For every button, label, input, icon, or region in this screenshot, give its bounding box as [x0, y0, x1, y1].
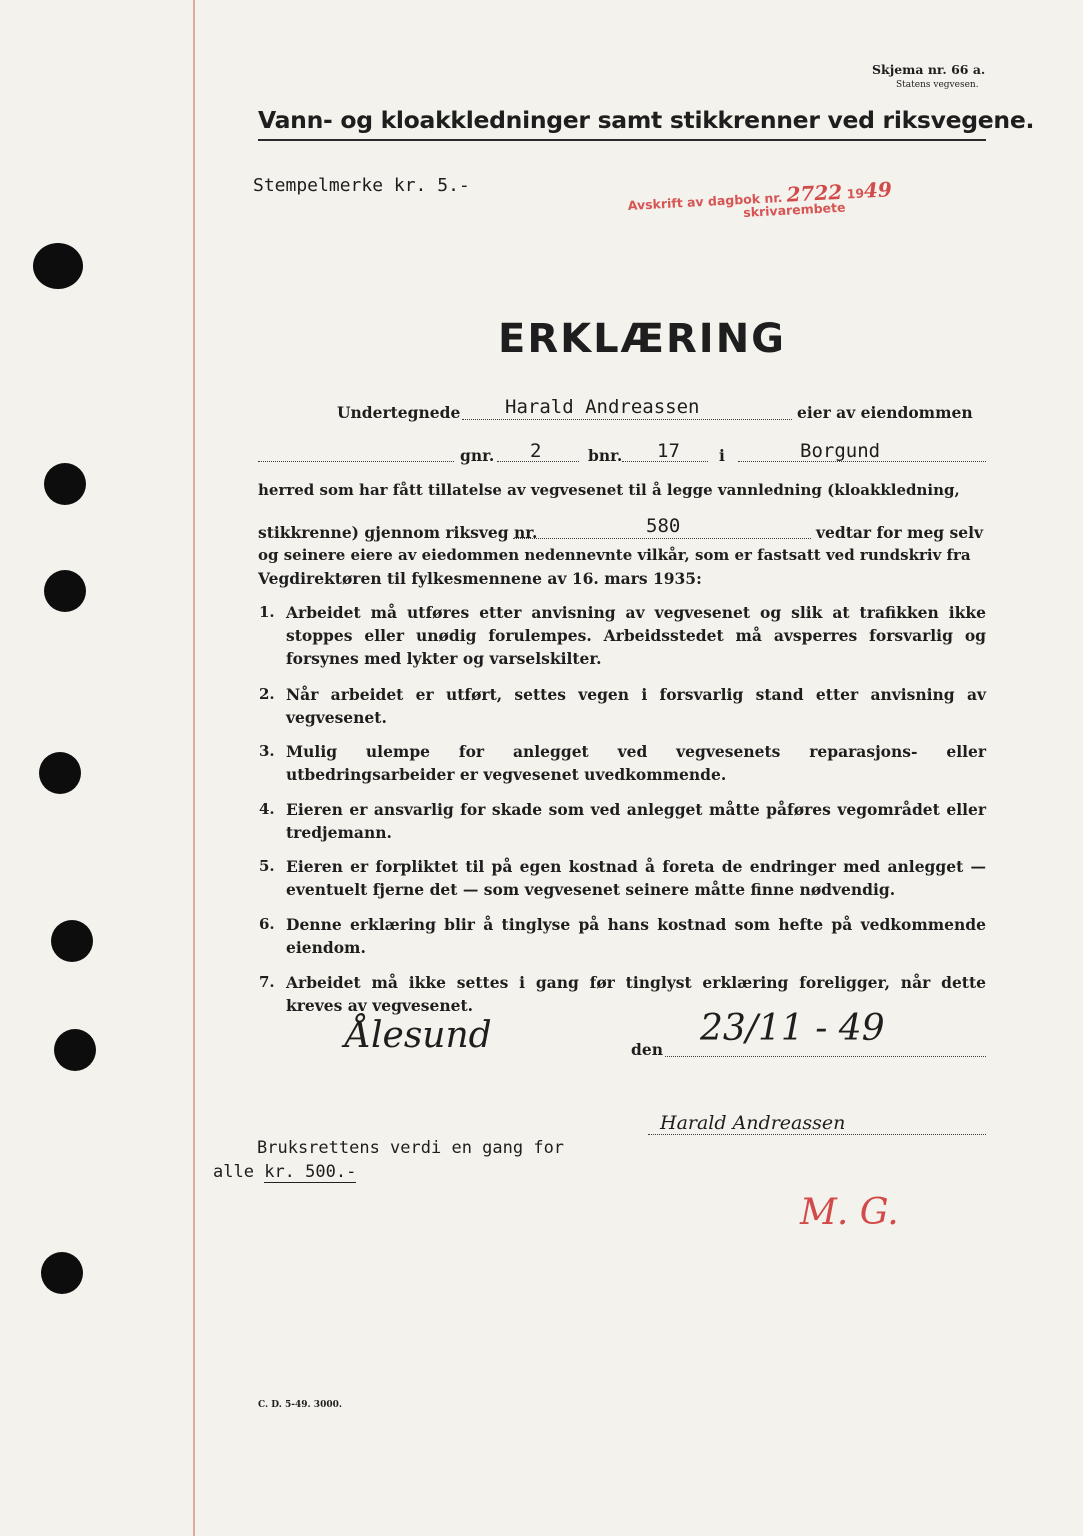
- condition-number: 3.: [259, 742, 275, 760]
- signature-dotted-line: [648, 1134, 986, 1135]
- red-registry-stamp: [627, 177, 893, 226]
- bnr-label: bnr.: [588, 446, 623, 465]
- usage-value-amount: [213, 1162, 356, 1182]
- document-title: Vann- og kloakkledninger samt stikkrenner ved riksvegene.: [258, 106, 1035, 134]
- condition-number: 4.: [259, 800, 275, 818]
- condition-text: Eieren er forpliktet til på egen kostnad å foreta de endringer med anlegget — eventuelt fjerne det — som vegvesenet seinere måtte finne nødvendig.: [286, 857, 986, 899]
- riksveg-dotted-line: [513, 538, 811, 539]
- declaration-line: vedtar for meg selv: [816, 523, 984, 542]
- dotted-line: [258, 461, 454, 462]
- issuer-label: Statens vegvesen.: [896, 80, 979, 90]
- name-dotted-line: [462, 419, 792, 420]
- condition-text: Mulig ulempe for anlegget ved vegvesenets reparasjons- eller utbedringsarbeider er vegvesenet uvedkommende.: [286, 742, 986, 784]
- declaration-heading: ERKLÆRING: [498, 316, 786, 362]
- owner-signature: Harald Andreassen: [660, 1112, 846, 1134]
- punch-hole: [51, 920, 93, 962]
- condition-text: Denne erklæring blir å tinglyse på hans kostnad som hefte på vedkommende eiendom.: [286, 915, 986, 957]
- print-code: C. D. 5-49. 3000.: [258, 1400, 342, 1410]
- margin-line: [193, 0, 195, 1536]
- punch-hole: [44, 570, 86, 612]
- condition-text: Når arbeidet er utført, settes vegen i forsvarlig stand etter anvisning av vegvesenet.: [286, 685, 986, 727]
- punch-hole: [39, 752, 81, 794]
- condition-text: Arbeidet må utføres etter anvisning av vegvesenet og slik at trafikken ikke stoppes eller unødig forulempes. Arbeidsstedet må avsperres forsvarlig og forsynes med lykter og varselskilter.: [286, 603, 986, 668]
- red-year-prefix: 19: [846, 185, 865, 202]
- punch-hole: [54, 1029, 96, 1071]
- condition-text: Arbeidet må ikke settes i gang før tinglyst erklæring foreligger, når dette kreves av vegvesenet.: [286, 973, 986, 1015]
- punch-hole: [41, 1252, 83, 1294]
- stamp-fee-text: Stempelmerke kr. 5.-: [253, 175, 470, 196]
- bnr-value: 17: [657, 440, 680, 462]
- owner-name: Harald Andreassen: [505, 396, 700, 418]
- riksveg-number: 580: [646, 515, 681, 537]
- gnr-label: gnr.: [460, 446, 495, 465]
- condition-text: Eieren er ansvarlig for skade som ved anlegget måtte påføres vegområdet eller tredjemann.: [286, 800, 986, 842]
- condition-number: 5.: [259, 857, 275, 875]
- signing-date: 23/11 - 49: [700, 1008, 885, 1049]
- i-label: i: [719, 446, 725, 465]
- municipality: Borgund: [800, 440, 881, 462]
- condition-number: 2.: [259, 685, 275, 703]
- red-year-suffix: 49: [863, 177, 893, 203]
- usage-value-prefix: alle: [213, 1162, 254, 1182]
- punch-hole: [33, 243, 83, 289]
- signing-place: Ålesund: [345, 1015, 492, 1056]
- title-rule: [258, 139, 986, 141]
- red-dagbok-number: 2722: [785, 179, 843, 207]
- declaration-line: herred som har fått tillatelse av vegvesenet til å legge vannledning (kloakkledning,: [258, 481, 960, 499]
- condition-number: 7.: [259, 973, 275, 991]
- gnr-value: 2: [530, 440, 542, 462]
- red-initials: M. G.: [800, 1192, 899, 1233]
- punch-hole: [44, 463, 86, 505]
- usage-value: kr. 500.-: [264, 1162, 357, 1182]
- declaration-line: og seinere eiere av eiedommen nedennevnte vilkår, som er fastsatt ved rundskriv fra: [258, 546, 971, 564]
- red-stamp-office: skrivarembete: [742, 199, 846, 220]
- den-label: den: [631, 1040, 663, 1059]
- declaration-line: stikkrenne) gjennom riksveg nr.: [258, 523, 538, 542]
- condition-number: 1.: [259, 603, 275, 621]
- undertegnede-label: Undertegnede: [337, 403, 461, 422]
- form-number: Skjema nr. 66 a.: [872, 62, 986, 77]
- usage-value-note: Bruksrettens verdi en gang for: [257, 1138, 565, 1158]
- eier-label: eier av eiendommen: [797, 403, 973, 422]
- condition-number: 6.: [259, 915, 275, 933]
- date-dotted-line: [665, 1056, 986, 1057]
- red-stamp-text: Avskrift av dagbok nr.: [627, 189, 783, 213]
- declaration-line: Vegdirektøren til fylkesmennene av 16. mars 1935:: [258, 569, 702, 588]
